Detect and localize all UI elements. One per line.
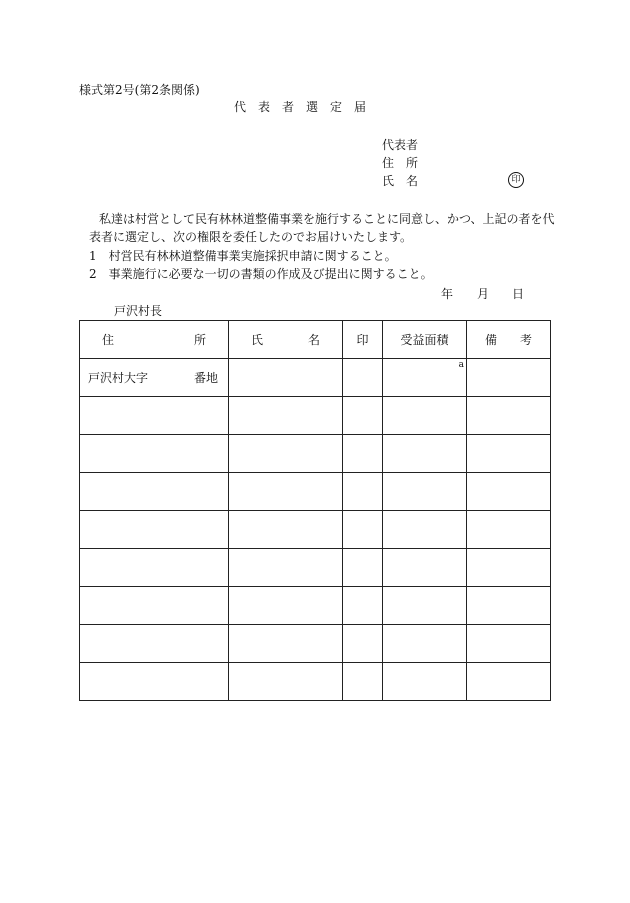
date-month: 月 [477, 287, 490, 301]
cell-area[interactable] [383, 359, 467, 397]
header-name-b: 名 [307, 333, 320, 347]
cell-name[interactable] [229, 397, 343, 435]
cell-seal[interactable] [343, 587, 383, 625]
cell-name[interactable] [229, 511, 343, 549]
cell-remarks[interactable] [467, 435, 551, 473]
body-line-2: 表者に選定し、次の権限を委任したのでお届けいたします。 [89, 230, 413, 244]
representative-label: 代表者 [382, 138, 419, 152]
cell-address[interactable] [80, 359, 229, 397]
cell-remarks[interactable] [467, 549, 551, 587]
cell-remarks[interactable] [467, 511, 551, 549]
table-row [80, 549, 551, 587]
cell-name[interactable] [229, 625, 343, 663]
cell-seal[interactable] [343, 663, 383, 701]
cell-remarks[interactable] [467, 397, 551, 435]
cell-area[interactable] [383, 587, 467, 625]
cell-remarks[interactable] [467, 359, 551, 397]
cell-name[interactable] [229, 663, 343, 701]
date-year: 年 [441, 287, 454, 301]
cell-seal[interactable] [343, 359, 383, 397]
table-header-row [80, 321, 551, 359]
cell-area[interactable] [383, 549, 467, 587]
cell-area[interactable] [383, 435, 467, 473]
representative-address-label: 住 所 [382, 156, 419, 170]
table-row [80, 625, 551, 663]
cell-address[interactable] [80, 625, 229, 663]
table-row [80, 397, 551, 435]
cell-address[interactable] [80, 587, 229, 625]
cell-area[interactable] [383, 625, 467, 663]
body-line-1: 私達は村営として民有林林道整備事業を施行することに同意し、かつ、上記の者を代 [99, 212, 555, 226]
cell-address[interactable] [80, 511, 229, 549]
header-name [229, 321, 343, 359]
cell-seal[interactable] [343, 549, 383, 587]
date-day: 日 [512, 287, 525, 301]
cell-address[interactable] [80, 549, 229, 587]
table-row [80, 511, 551, 549]
cell-seal[interactable] [343, 473, 383, 511]
cell-address[interactable] [80, 473, 229, 511]
table-row [80, 359, 551, 397]
table-row [80, 587, 551, 625]
cell-remarks[interactable] [467, 587, 551, 625]
header-remarks [467, 321, 551, 359]
representative-name-label: 氏 名 [382, 174, 419, 188]
header-name-a: 氏 [251, 333, 264, 347]
cell-seal[interactable] [343, 397, 383, 435]
address-prefix: 戸沢村大字 [88, 371, 149, 385]
cell-remarks[interactable] [467, 663, 551, 701]
header-seal: 印 [343, 321, 383, 359]
cell-seal[interactable] [343, 435, 383, 473]
header-remarks-a: 備 [485, 333, 498, 347]
header-address-a: 住 [102, 333, 115, 347]
form-number: 様式第2号(第2条関係) [79, 83, 200, 97]
cell-name[interactable] [229, 359, 343, 397]
address-suffix: 番地 [193, 371, 218, 385]
header-address-b: 所 [193, 333, 206, 347]
table-row [80, 473, 551, 511]
cell-name[interactable] [229, 435, 343, 473]
table-row [80, 663, 551, 701]
addressee: 戸沢村長 [114, 304, 163, 318]
header-remarks-b: 考 [519, 333, 532, 347]
cell-address[interactable] [80, 663, 229, 701]
cell-address[interactable] [80, 397, 229, 435]
item-1: 1 村営民有林林道整備事業実施採択申請に関すること。 [89, 249, 397, 263]
signatory-table [79, 320, 551, 701]
cell-area[interactable] [383, 397, 467, 435]
cell-area[interactable] [383, 473, 467, 511]
cell-remarks[interactable] [467, 473, 551, 511]
cell-address[interactable] [80, 435, 229, 473]
table-row [80, 435, 551, 473]
header-area: 受益面積 [383, 321, 467, 359]
page-title: 代 表 者 選 定 届 [234, 100, 367, 114]
cell-area[interactable] [383, 663, 467, 701]
cell-seal[interactable] [343, 511, 383, 549]
seal-icon: 印 [508, 172, 524, 188]
item-2: 2 事業施行に必要な一切の書類の作成及び提出に関すること。 [89, 267, 433, 281]
cell-name[interactable] [229, 549, 343, 587]
cell-name[interactable] [229, 473, 343, 511]
cell-remarks[interactable] [467, 625, 551, 663]
cell-name[interactable] [229, 587, 343, 625]
header-address [80, 321, 229, 359]
cell-area[interactable] [383, 511, 467, 549]
cell-seal[interactable] [343, 625, 383, 663]
area-unit: a [458, 360, 464, 370]
